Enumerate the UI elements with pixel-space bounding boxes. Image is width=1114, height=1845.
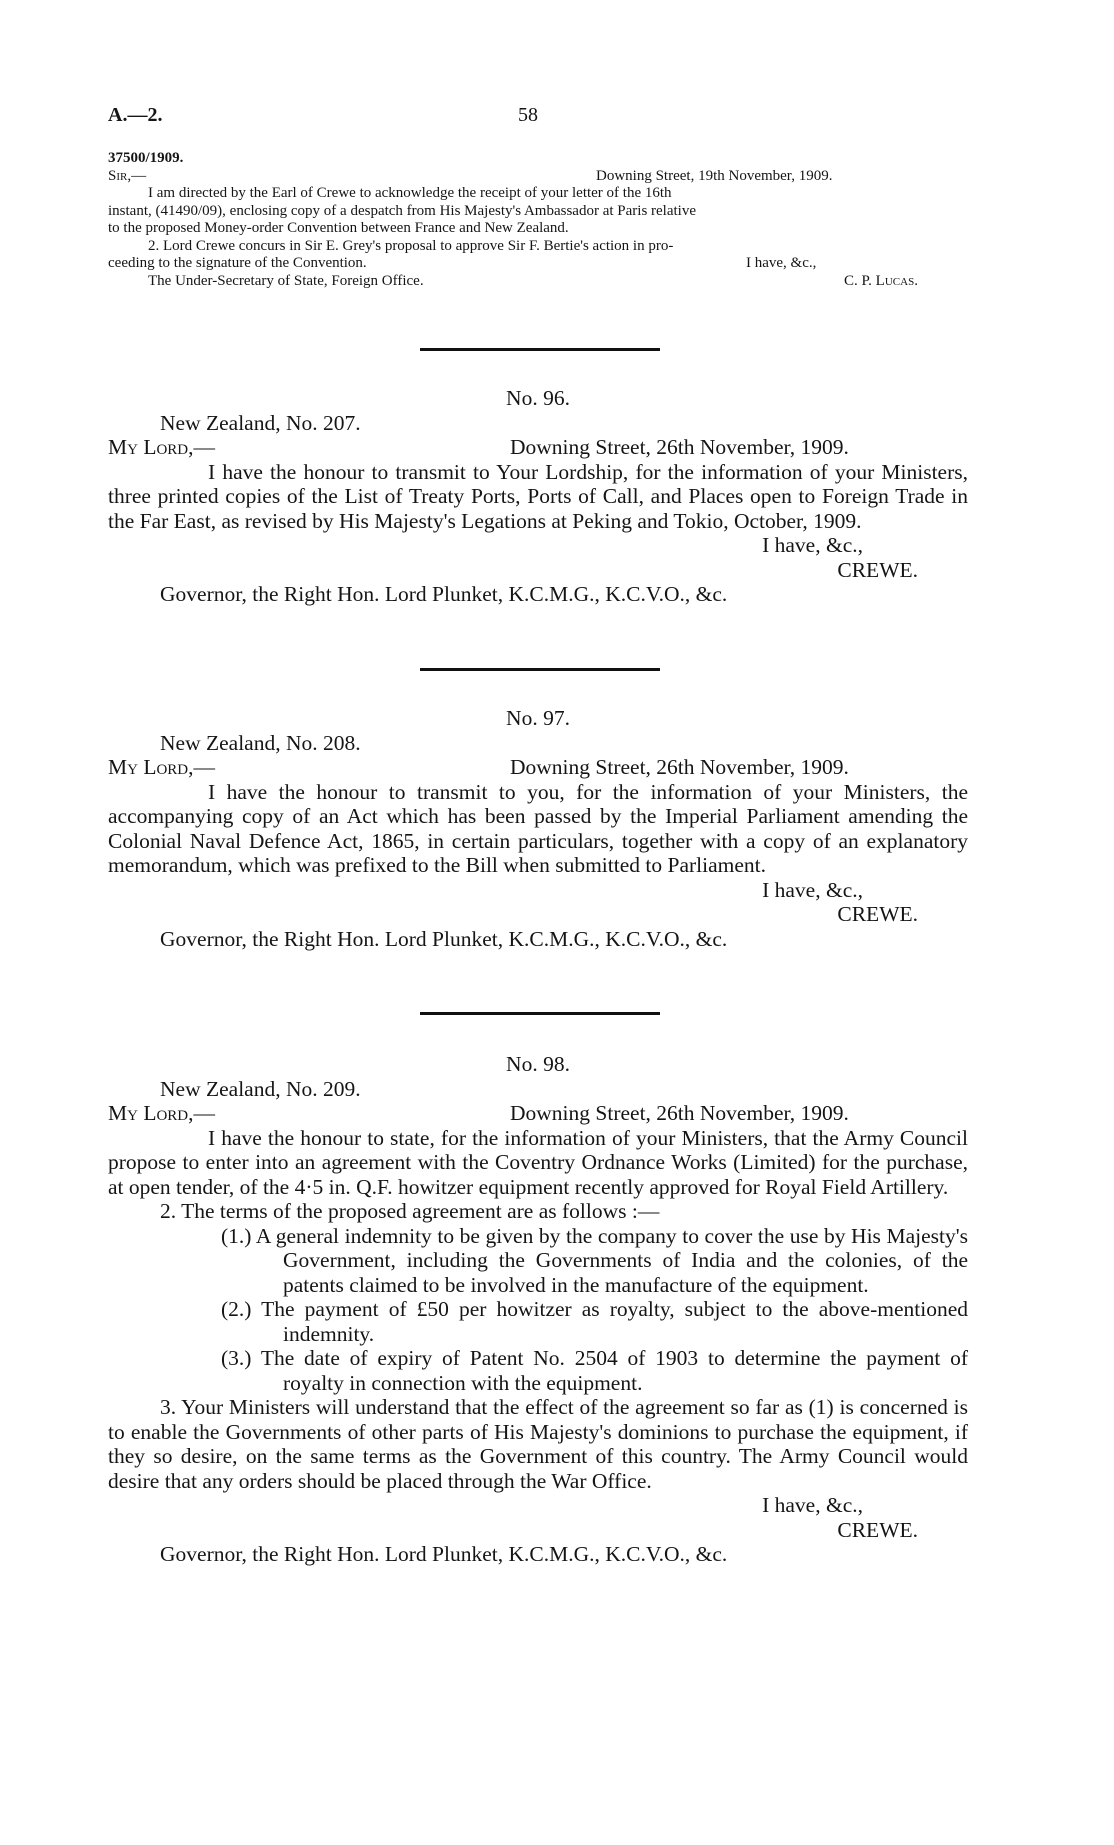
agreement-term-2: (2.) The payment of £50 per howitzer as royalty, subject to the above-mentioned indemnity. [221,1297,968,1346]
paragraph-2-line-1: 2. Lord Crewe concurs in Sir E. Grey's proposal to approve Sir F. Bertie's action in pro- [148,237,674,254]
addressee: Governor, the Right Hon. Lord Plunket, K.C.M.G., K.C.V.O., &c. [160,926,728,951]
signature: CREWE. [837,902,918,926]
letter-number: No. 97. [506,706,570,730]
section-divider [420,348,660,351]
closing: I have, &c., [746,255,817,271]
page-header [108,104,968,134]
letter-no-97 [108,706,968,951]
addressee: Governor, the Right Hon. Lord Plunket, K.C.M.G., K.C.V.O., &c. [160,582,728,606]
letter-number: No. 96. [506,386,570,410]
section-divider [420,668,660,671]
salutation: My Lord,— [108,755,216,779]
salutation-row [108,755,968,780]
signature: CREWE. [837,557,918,582]
salutation: My Lord,— [108,1101,216,1125]
salutation: My Lord,— [108,435,216,459]
letter-number: No. 98. [506,1052,570,1076]
addressee: The Under-Secretary of State, Foreign Office. [148,272,424,289]
letter-body: I have the honour to transmit to you, for the information of your Ministers, the accompanying copy of an Act which has been passed by the Imperial Parliament amending the Colonial Naval Defence Act, 1865, in certain particulars, together with a copy of an explanatory memorandum, which was prefixed to the Bill when submitted to Parliament. [108,779,968,877]
dateline: Downing Street, 19th November, 1909. [596,167,833,184]
dateline: Downing Street, 26th November, 1909. [510,755,849,779]
signature-row [108,273,968,291]
signature: CREWE. [837,1517,918,1542]
letter-body: I have the honour to state, for the information of your Ministers, that the Army Council propose to enter into an agreement with the Coventry Ordnance Works (Limited) for the purchase, at open tender, of the 4·5 in. Q.F. howitzer equipment recently approved for Royal Field Artillery. [108,1125,968,1199]
letter-no-96 [108,386,968,607]
new-zealand-ref: New Zealand, No. 208. [160,730,361,755]
closing: I have, &c., [762,877,863,902]
closing-row [108,255,968,273]
section-divider [420,1012,660,1015]
new-zealand-ref: New Zealand, No. 207. [160,410,361,435]
page-number: 58 [518,104,538,126]
addressee: Governor, the Right Hon. Lord Plunket, K.C.M.G., K.C.V.O., &c. [160,1542,728,1566]
paragraph-1-line-1: I am directed by the Earl of Crewe to acknowledge the receipt of your letter of the 16th [148,185,672,201]
file-reference: 37500/1909. [108,150,184,166]
dateline: Downing Street, 26th November, 1909. [510,1101,849,1125]
salutation: Sir,— [108,167,147,184]
letter-body: I have the honour to transmit to Your Lordship, for the information of your Ministers, three printed copies of the List of Treaty Ports, Ports of Call, and Places open to Foreign Trade in the Far East, as revised by His Majesty's Legations at Peking and Tokio, October, 1909. [108,459,968,533]
document-ref: A.—2. [108,104,163,126]
paragraph-1-line-3: to the proposed Money-order Convention between France and New Zealand. [108,220,569,236]
salutation-row [108,1101,968,1126]
signature: C. P. Lucas. [844,272,918,289]
dateline: Downing Street, 26th November, 1909. [510,435,849,459]
salutation-row [108,435,968,460]
letter-lucas [108,150,968,290]
letter-no-98 [108,1052,968,1567]
paragraph-2: 2. The terms of the proposed agreement are as follows :— [160,1199,660,1223]
paragraph-1-line-2: instant, (41490/09), enclosing copy of a despatch from His Majesty's Ambassador at Paris relative [108,202,696,219]
salutation-row [108,168,968,186]
paragraph-2-line-2: ceeding to the signature of the Convention. [108,255,367,271]
agreement-term-1: (1.) A general indemnity to be given by the company to cover the use by His Majesty's Government, including the Governments of India and the colonies, of the patents claimed to be involved in the manufacture of the equipment. [221,1223,968,1297]
paragraph-3: 3. Your Ministers will understand that the effect of the agreement so far as (1) is concerned is to enable the Governments of other parts of His Majesty's dominions to purchase the equipment, if they so desire, on the same terms as the Government of this country. The Army Council would desire that any orders should be placed through the War Office. [108,1395,968,1493]
closing: I have, &c., [762,533,863,557]
new-zealand-ref: New Zealand, No. 209. [160,1076,361,1101]
agreement-term-3: (3.) The date of expiry of Patent No. 2504 of 1903 to determine the payment of royalty in connection with the equipment. [221,1346,968,1395]
closing: I have, &c., [762,1493,863,1517]
